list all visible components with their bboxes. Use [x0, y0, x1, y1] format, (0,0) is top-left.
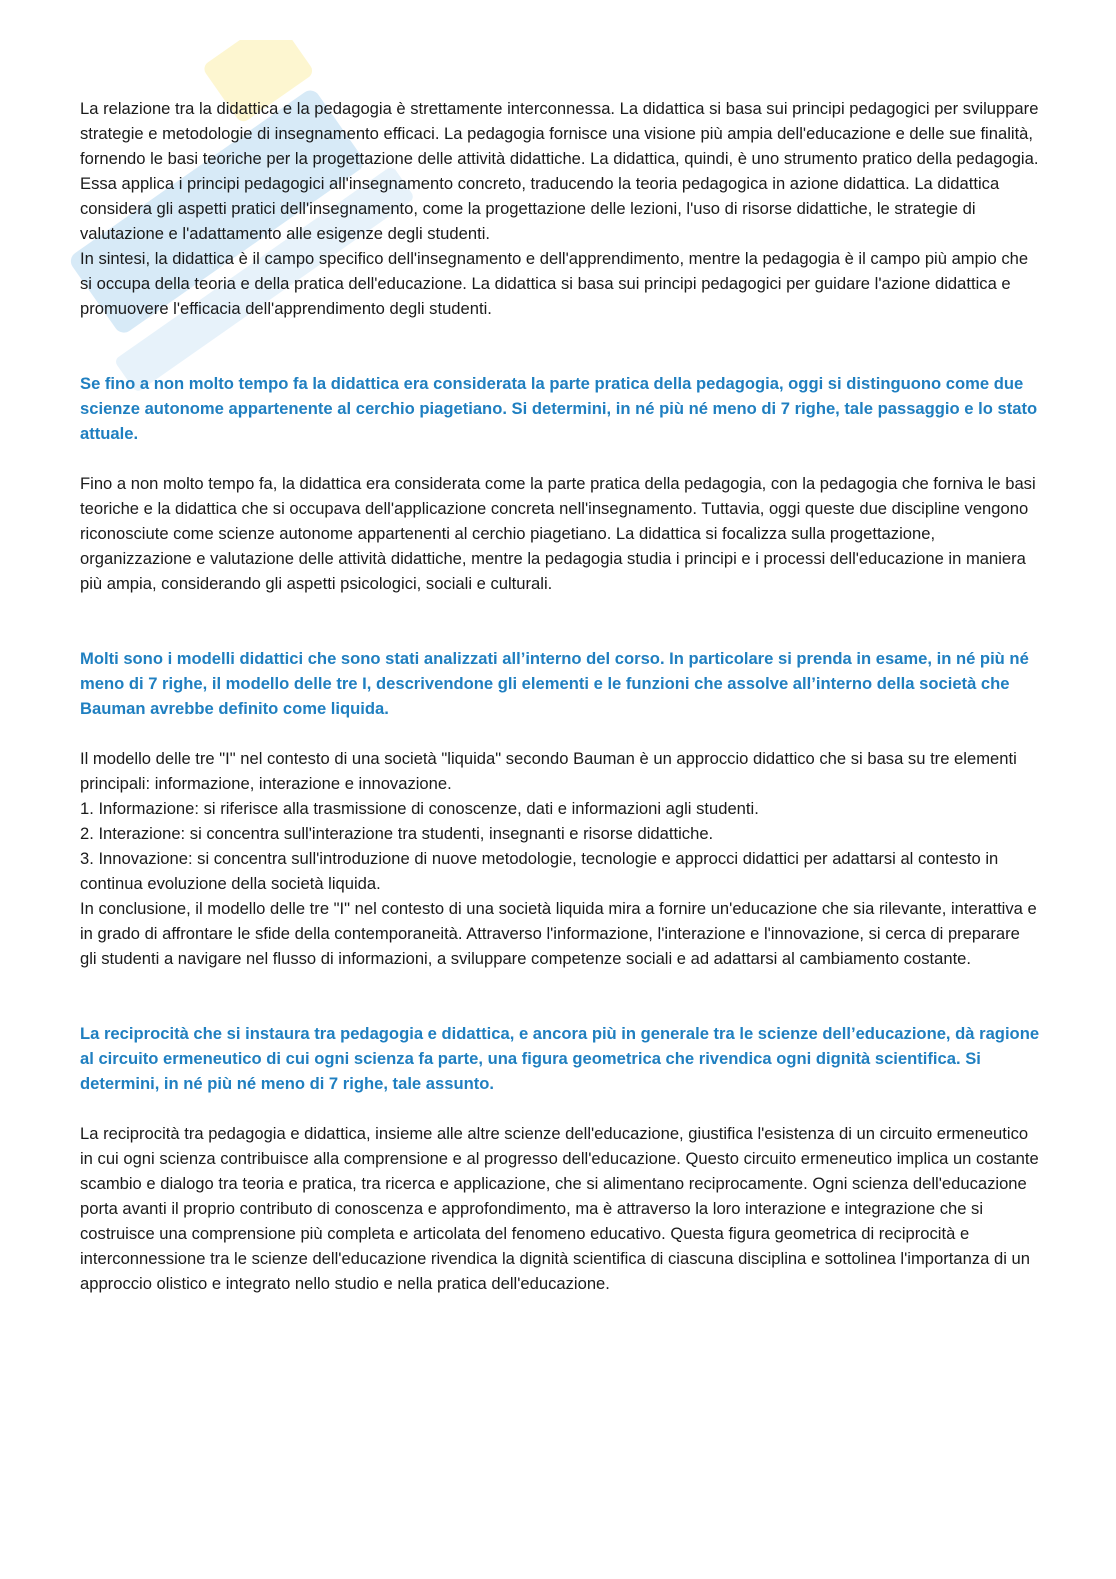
- question-2: Molti sono i modelli didattici che sono stati analizzati all’interno del corso. In particolare si prenda in esame, in né più né meno di 7 righe, il modello delle tre I, descrivendone gli elementi e le funzioni che assolve all’interno della società che Bauman avrebbe definito come liquida.: [80, 649, 1029, 718]
- question-1: Se fino a non molto tempo fa la didattica era considerata la parte pratica della pedagogia, oggi si distinguono come due scienze autonome appartenente al cerchio piagetiano. Si determini, in né più né meno di 7 righe, tale passaggio e lo stato attuale.: [80, 374, 1038, 443]
- answer-2: Il modello delle tre "I" nel contesto di una società "liquida" secondo Bauman è un approccio didattico che si basa su tre elementi principali: informazione, interazione e innovazione. 1. Informazione: si riferisce alla trasmissione di conoscenze, dati e informazioni agli studenti. 2. Interazione: si concentra sull'interazione tra studenti, insegnanti e risorse didattiche. 3. Innovazione: si concentra sull'introduzione di nuove metodologie, tecnologie e approcci didattici per adattarsi al contesto in continua evoluzione della società liquida. In conclusione, il modello delle tre "I" nel contesto di una società liquida mira a fornire un'educazione che sia rilevante, interattiva e in grado di affrontare le sfide della contemporaneità. Attraverso l'informazione, l'interazione e l'innovazione, si cerca di preparare gli studenti a navigare nel flusso di informazioni, a sviluppare competenze sociali e ad adattarsi al cambiamento costante.: [80, 749, 1037, 968]
- document-page: [80, 96, 1040, 1296]
- answer-1: Fino a non molto tempo fa, la didattica era considerata come la parte pratica della pedagogia, con la pedagogia che forniva le basi teoriche e la didattica che si occupava dell'applicazione concreta nell'insegnamento. Tuttavia, oggi queste due discipline vengono riconosciute come scienze autonome appartenenti al cerchio piagetiano. La didattica si focalizza sulla progettazione, organizzazione e valutazione delle attività didattiche, mentre la pedagogia studia i principi e i processi dell'educazione in maniera più ampia, considerando gli aspetti psicologici, sociali e culturali.: [80, 474, 1036, 593]
- intro-paragraph: La relazione tra la didattica e la pedagogia è strettamente interconnessa. La didattica si basa sui principi pedagogici per sviluppare strategie e metodologie di insegnamento efficaci. La pedagogia fornisce una visione più ampia dell'educazione e delle sue finalità, fornendo le basi teoriche per la progettazione delle attività didattiche. La didattica, quindi, è uno strumento pratico della pedagogia. Essa applica i principi pedagogici all'insegnamento concreto, traducendo la teoria pedagogica in azione didattica. La didattica considera gli aspetti pratici dell'insegnamento, come la progettazione delle lezioni, l'uso di risorse didattiche, le strategie di valutazione e l'adattamento alle esigenze degli studenti. In sintesi, la didattica è il campo specifico dell'insegnamento e dell'apprendimento, mentre la pedagogia è il campo più ampio che si occupa della teoria e della pratica dell'educazione. La didattica si basa sui principi pedagogici per guidare l'azione didattica e promuovere l'efficacia dell'apprendimento degli studenti.: [80, 99, 1039, 318]
- answer-3: La reciprocità tra pedagogia e didattica, insieme alle altre scienze dell'educazione, giustifica l'esistenza di un circuito ermeneutico in cui ogni scienza contribuisce alla comprensione e al progresso dell'educazione. Questo circuito ermeneutico implica un costante scambio e dialogo tra teoria e pratica, tra ricerca e applicazione, che si alimentano reciprocamente. Ogni scienza dell'educazione porta avanti il proprio contributo di conoscenza e approfondimento, ma è attraverso la loro interazione e integrazione che si costruisce una comprensione più completa e articolata del fenomeno educativo. Questa figura geometrica di reciprocità e interconnessione tra le scienze dell'educazione rivendica la dignità scientifica di ciascuna disciplina e sottolinea l'importanza di un approccio olistico e integrato nello studio e nella pratica dell'educazione.: [80, 1124, 1039, 1293]
- question-3: La reciprocità che si instaura tra pedagogia e didattica, e ancora più in generale tra le scienze dell’educazione, dà ragione al circuito ermeneutico di cui ogni scienza fa parte, una figura geometrica che rivendica ogni dignità scientifica. Si determini, in né più né meno di 7 righe, tale assunto.: [80, 1024, 1040, 1093]
